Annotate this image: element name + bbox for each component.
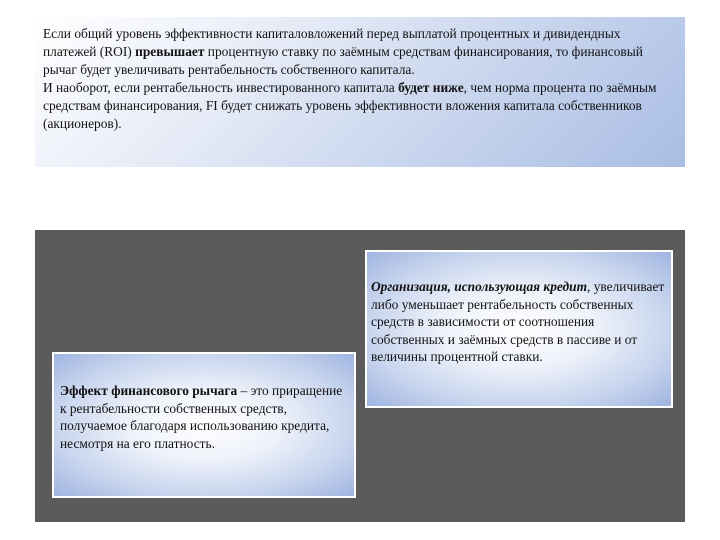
credit-organization-text [371,278,665,366]
roi-explanation-box [35,17,685,167]
leverage-effect-box [52,352,356,498]
credit-organization-description: , увеличивает либо уменьшает рентабельность собственных средств в зависимости от соотношения собственных и заёмных средств в пассиве и от величины процентной ставки. [371,279,665,364]
credit-organization-box [365,250,673,408]
roi-text-2b-bold: будет ниже [398,80,464,95]
roi-text-2a: И наоборот, если рентабельность инвестированного капитала [43,80,399,95]
roi-paragraph-2 [43,79,675,133]
roi-text-2c: , чем норма процента по заёмным средствам финансирования, FI будет снижать уровень эффективности вложения капитала собственников (акционеров). [43,80,657,131]
roi-text-1b-bold: превышает [135,44,205,59]
roi-text-1c: процентную ставку по заёмным средствам финансирования, то финансовый рычаг будет увеличивать рентабельность собственного капитала. [43,44,643,77]
roi-paragraph-1 [43,25,675,79]
leverage-effect-description: – это приращение к рентабельности собственных средств, получаемое благодаря использованию кредита, несмотря на его платность. [60,383,343,451]
leverage-effect-text [60,382,348,452]
credit-organization-term: Организация, использующая кредит [371,279,588,294]
leverage-effect-term: Эффект финансового рычага [60,383,238,398]
roi-text-1a: Если общий уровень эффективности капиталовложений перед выплатой процентных и дивидендных платежей (ROI) [43,26,621,59]
